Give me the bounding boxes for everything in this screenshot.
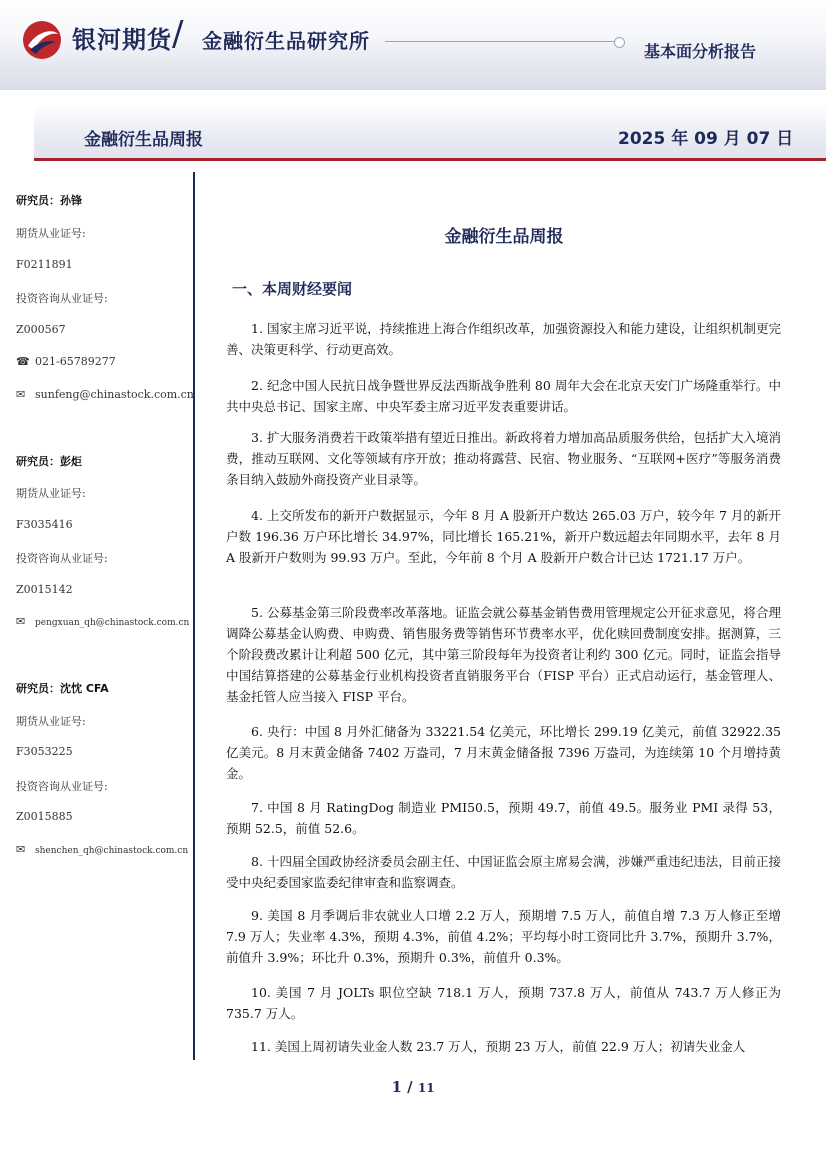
license-number: F0211891 xyxy=(16,258,73,271)
license-label: 期货从业证号: xyxy=(16,715,86,728)
consult-number: Z0015142 xyxy=(16,583,73,596)
title-bar-underline xyxy=(34,158,826,161)
phone-number: 021-65789277 xyxy=(35,355,116,368)
institute-name: 金融衍生品研究所 xyxy=(202,29,370,53)
email-address[interactable]: sunfeng@chinastock.com.cn xyxy=(35,388,194,401)
phone-icon: ☎ xyxy=(16,355,30,368)
envelope-icon: ✉ xyxy=(16,615,26,628)
report-series-title: 金融衍生品周报 xyxy=(84,130,203,150)
consult-label: 投资咨询从业证号: xyxy=(16,780,108,793)
envelope-icon: ✉ xyxy=(16,843,26,856)
brand-name: 银河期货 xyxy=(72,26,172,54)
total-pages: 11 xyxy=(417,1081,435,1095)
header-decor-line xyxy=(385,41,615,42)
galaxy-logo-icon xyxy=(22,20,62,60)
section-heading: 一、本周财经要闻 xyxy=(232,280,353,298)
news-item: 5. 公募基金第三阶段费率改革落地。证监会就公募基金销售费用管理规定公开征求意见，将合理调降公募基金认购费、申购费、销售服务费等销售环节费率水平，优化赎回费制度安排。据测算，三个阶段费改累计让利超 500 亿元，其中第三阶段每年为投资者让利约 300 亿元。同时，证监会指导中国结算搭建的公募基金行业机构投资者直销服务平台（FISP 平台）正式启动运行，基金管理人、基金托管人应当接入 FISP 平台。 xyxy=(226,605,781,704)
researcher-name: 研究员：孙锋 xyxy=(16,194,82,207)
consult-label: 投资咨询从业证号: xyxy=(16,552,108,565)
license-number: F3053225 xyxy=(16,745,73,758)
license-number: F3035416 xyxy=(16,518,73,531)
email-row xyxy=(16,388,194,401)
document-title: 金融衍生品周报 xyxy=(444,227,564,247)
sidebar-divider xyxy=(193,172,195,1060)
news-item: 10. 美国 7 月 JOLTs 职位空缺 718.1 万人，预期 737.8 万人，前值从 743.7 万人修正为 735.7 万人。 xyxy=(226,985,781,1021)
email-row xyxy=(16,615,189,628)
consult-number: Z0015885 xyxy=(16,810,73,823)
consult-label: 投资咨询从业证号: xyxy=(16,292,108,305)
researcher-name: 研究员：彭炬 xyxy=(16,455,82,468)
license-label: 期货从业证号: xyxy=(16,487,86,500)
researcher-name: 研究员：沈忱 CFA xyxy=(16,682,109,695)
page-number xyxy=(0,1078,826,1096)
email-address[interactable]: pengxuan_qh@chinastock.com.cn xyxy=(35,618,190,628)
envelope-icon: ✉ xyxy=(16,388,26,401)
report-type: 基本面分析报告 xyxy=(644,42,757,61)
news-item: 9. 美国 8 月季调后非农就业人口增 2.2 万人，预期增 7.5 万人，前值自增 7.3 万人修正至增 7.9 万人；失业率 4.3%，预期 4.3%，前值 4.2%；平均每小时工资同比升 3.7%，预期升 3.7%，前值升 3.9%；环比升 0.3%，预期升 0.3%，前值升 0.3%。 xyxy=(226,908,781,965)
phone-row xyxy=(16,355,116,368)
news-item: 1. 国家主席习近平说，持续推进上海合作组织改革，加强资源投入和能力建设，让组织机制更完善、决策更科学、行动更高效。 xyxy=(226,321,781,357)
page-separator: / xyxy=(407,1078,413,1096)
consult-number: Z000567 xyxy=(16,323,66,336)
brand-separator: / xyxy=(172,14,184,54)
news-item: 3. 扩大服务消费若干政策举措有望近日推出。新政将着力增加高品质服务供给，包括扩大入境消费，推动互联网、文化等领域有序开放；推动将露营、民宿、物业服务、“互联网+医疗”等服务消费条目纳入鼓励外商投资产业目录等。 xyxy=(226,430,781,487)
news-item: 6. 央行：中国 8 月外汇储备为 33221.54 亿美元，环比增长 299.19 亿美元，前值 32922.35 亿美元。8 月末黄金储备 7402 万盎司，7 月末黄金储备报 7396 万盎司，为连续第 10 个月增持黄金。 xyxy=(226,724,781,781)
news-item: 7. 中国 8 月 RatingDog 制造业 PMI50.5，预期 49.7，前值 49.5。服务业 PMI 录得 53，预期 52.5，前值 52.6。 xyxy=(226,800,781,836)
email-row xyxy=(16,843,188,856)
current-page: 1 xyxy=(391,1078,402,1096)
license-label: 期货从业证号: xyxy=(16,227,86,240)
news-item: 4. 上交所发布的新开户数据显示，今年 8 月 A 股新开户数达 265.03 万户，较今年 7 月的新开户数 196.36 万户环比增长 34.97%，同比增长 165.21%，新开户数远超去年同期水平，去年 8 月 A 股新开户数则为 99.93 万户。至此，今年前 8 个月 A 股新开户数合计已达 1721.17 万户。 xyxy=(226,508,781,565)
report-date: 2025 年 09 月 07 日 xyxy=(618,129,794,149)
news-item: 11. 美国上周初请失业金人数 23.7 万人，预期 23 万人，前值 22.9 万人；初请失业金人 xyxy=(251,1039,746,1054)
report-header xyxy=(0,0,826,90)
news-item: 2. 纪念中国人民抗日战争暨世界反法西斯战争胜利 80 周年大会在北京天安门广场隆重举行。中共中央总书记、国家主席、中央军委主席习近平发表重要讲话。 xyxy=(226,378,781,414)
news-item: 8. 十四届全国政协经济委员会副主任、中国证监会原主席易会满，涉嫌严重违纪违法，目前正接受中央纪委国家监委纪律审查和监察调查。 xyxy=(226,854,781,890)
email-address[interactable]: shenchen_qh@chinastock.com.cn xyxy=(35,846,189,856)
header-decor-dot xyxy=(614,37,625,48)
